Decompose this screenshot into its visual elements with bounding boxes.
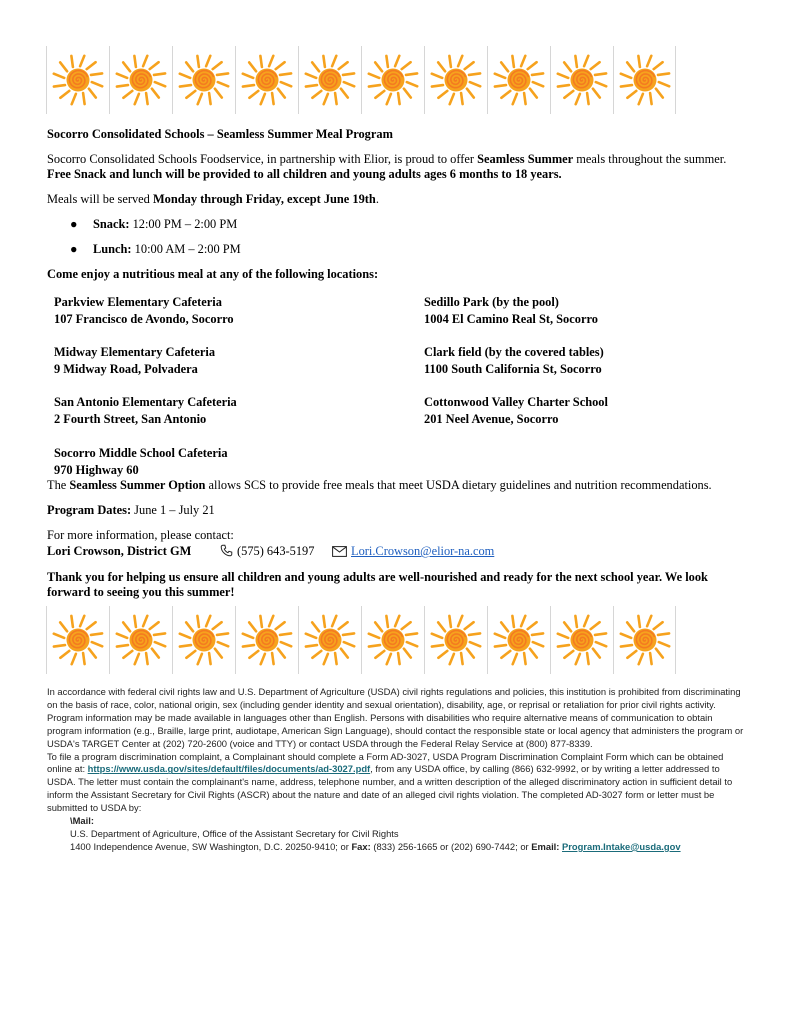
location-name: Clark field (by the covered tables)	[424, 345, 604, 359]
intro-text-1: Socorro Consolidated Schools Foodservice, in partnership with Elior, is proud to offer	[47, 152, 478, 166]
program-dates-value: June 1 – July 21	[131, 503, 215, 517]
seamless-suffix: allows SCS to provide free meals that meet USDA dietary guidelines and nutrition recommendations.	[205, 478, 712, 492]
intro-paragraph	[47, 152, 747, 182]
email-label: Email:	[531, 840, 560, 852]
page-title: Socorro Consolidated Schools – Seamless Summer Meal Program	[47, 127, 393, 141]
location-address: 201 Neel Avenue, Socorro	[424, 412, 559, 426]
sun-icon	[172, 46, 235, 114]
contact-email	[332, 544, 494, 561]
program-dates	[47, 503, 215, 518]
location-san-antonio	[54, 394, 237, 428]
location-parkview	[54, 294, 234, 328]
contact-email-link[interactable]: Lori.Crowson@elior-na.com	[351, 544, 495, 558]
mail-address-line-1: U.S. Department of Agriculture, Office of the Assistant Secretary for Civil Rights	[70, 827, 399, 839]
sun-icon	[424, 46, 487, 114]
sun-icon	[613, 46, 676, 114]
location-address: 1100 South California St, Socorro	[424, 362, 602, 376]
mail-address: 1400 Independence Avenue, SW Washington, D.C. 20250-9410; or	[70, 840, 352, 852]
meal-item-lunch	[70, 242, 241, 257]
ad-3027-link[interactable]: https://www.usda.gov/sites/default/files/documents/ad-3027.pdf	[87, 763, 371, 775]
thank-you-message: Thank you for helping us ensure all children and young adults are well-nourished and ready for the next school year. We look forward to seeing you this summer!	[47, 570, 708, 599]
location-name: Cottonwood Valley Charter School	[424, 395, 608, 409]
bullet-icon: ●	[70, 217, 78, 231]
legal-paragraph-3	[47, 751, 747, 816]
seamless-prefix: The	[47, 478, 70, 492]
phone-icon	[220, 544, 233, 561]
intro-bold-1: Seamless Summer	[477, 152, 574, 166]
fax-label: Fax:	[351, 840, 371, 852]
seamless-option-line	[47, 478, 712, 493]
legal-paragraph-2: Program information may be made available in languages other than English. Persons with disabilities who require alternative means of communication to obtain program information (e.g., Braille, large print, audiotape, American Sign Language), should contact the responsible state or local agency that administers the program or USDA's TARGET Center at (202) 720-2600 (voice and TTY) or contact USDA through the Federal Relay Service at (800) 877-8339.	[47, 711, 744, 749]
location-address: 107 Francisco de Avondo, Socorro	[54, 312, 234, 326]
location-sedillo-park	[424, 294, 598, 328]
sun-icon	[172, 606, 235, 674]
location-socorro-middle	[54, 445, 228, 479]
locations-heading: Come enjoy a nutritious meal at any of the following locations:	[47, 267, 379, 281]
sun-icon	[109, 46, 172, 114]
location-address: 2 Fourth Street, San Antonio	[54, 412, 207, 426]
contact-intro: For more information, please contact:	[47, 528, 234, 542]
sun-icon	[487, 46, 550, 114]
location-name: Parkview Elementary Cafeteria	[54, 295, 222, 309]
sun-icon	[46, 46, 109, 114]
bullet-icon: ●	[70, 242, 78, 256]
mail-icon	[332, 546, 347, 561]
schedule-suffix: .	[375, 192, 379, 206]
sun-icon	[298, 606, 361, 674]
location-name: Sedillo Park (by the pool)	[424, 295, 559, 309]
sun-icon	[613, 606, 676, 674]
sun-icon	[361, 606, 424, 674]
meal-label: Lunch:	[93, 242, 132, 256]
sun-icon	[298, 46, 361, 114]
program-dates-label: Program Dates:	[47, 503, 132, 517]
contact-phone-number: (575) 643-5197	[237, 544, 315, 558]
schedule-prefix: Meals will be served	[47, 192, 153, 206]
sun-banner-bottom	[46, 606, 676, 674]
sun-icon	[46, 606, 109, 674]
meal-time: 10:00 AM – 2:00 PM	[131, 242, 241, 256]
intro-bold-2: Free Snack and lunch will be provided to all children and young adults ages 6 months to 18 years.	[47, 167, 562, 181]
legal-paragraph-1: In accordance with federal civil rights law and U.S. Department of Agriculture (USDA) civil rights regulations and policies, this institution is prohibited from discriminating on the basis of race, color, national origin, sex (including gender identity and sexual orientation), disability, age, or reprisal or retaliation for prior civil rights activity.	[47, 686, 741, 710]
intro-text-2: meals throughout the summer.	[573, 152, 727, 166]
nondiscrimination-statement	[47, 686, 747, 854]
meal-time: 12:00 PM – 2:00 PM	[129, 217, 238, 231]
sun-icon	[361, 46, 424, 114]
schedule-line	[47, 192, 379, 207]
legal-text: To file a program discrimination complaint, a Complainant should complete a Form AD-3027, USDA Program Discrimination Complaint Form which can be obtained online at:	[47, 750, 724, 775]
location-address: 1004 El Camino Real St, Socorro	[424, 312, 598, 326]
location-name: Socorro Middle School Cafeteria	[54, 446, 228, 460]
mail-label: \Mail:	[70, 815, 94, 827]
sun-icon	[550, 606, 613, 674]
sun-icon	[235, 606, 298, 674]
meal-item-snack	[70, 217, 237, 232]
sun-icon	[235, 46, 298, 114]
location-address: 9 Midway Road, Polvadera	[54, 362, 198, 376]
location-name: San Antonio Elementary Cafeteria	[54, 395, 237, 409]
usda-email-link[interactable]: Program.Intake@usda.gov	[562, 840, 681, 852]
contact-name: Lori Crowson, District GM	[47, 544, 192, 558]
fax-value: (833) 256-1665 or (202) 690-7442; or	[370, 840, 532, 852]
sun-icon	[109, 606, 172, 674]
location-clark-field	[424, 344, 604, 378]
sun-icon	[424, 606, 487, 674]
contact-line	[47, 544, 495, 559]
location-midway	[54, 344, 215, 378]
contact-phone	[220, 544, 314, 561]
sun-banner-top	[46, 46, 676, 114]
location-name: Midway Elementary Cafeteria	[54, 345, 216, 359]
location-address: 970 Highway 60	[54, 463, 139, 477]
schedule-days: Monday through Friday, except June 19th	[152, 192, 376, 206]
location-cottonwood	[424, 394, 608, 428]
meal-label: Snack:	[93, 217, 130, 231]
mail-address-line-2	[47, 841, 747, 854]
sun-icon	[550, 46, 613, 114]
sun-icon	[487, 606, 550, 674]
seamless-bold: Seamless Summer Option	[69, 478, 206, 492]
legal-text: , from any USDA office, by calling (866) 632-9992, or by writing a letter addressed to USDA. The letter must contain the complainant's name, address, telephone number, and a written description of the alleged discriminatory action in sufficient detail to inform the Assistant Secretary for Civil Rights (ASCR) about the nature and date of an alleged civil rights violation. The completed AD-3027 form or letter must be submitted to USDA by:	[47, 763, 733, 814]
